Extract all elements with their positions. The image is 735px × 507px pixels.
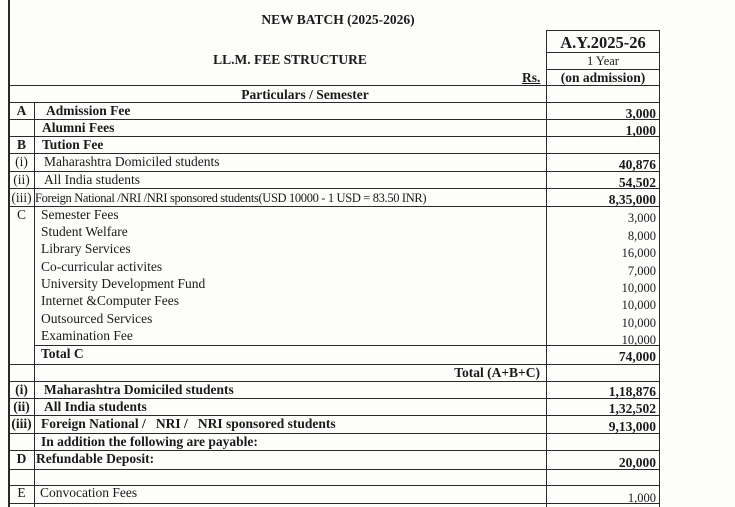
row-label: Co-curricular activites	[41, 259, 163, 274]
row-amount: 20,000	[618, 455, 656, 470]
row-code: (iii)	[11, 190, 32, 205]
particulars-heading: Particulars / Semester	[241, 87, 369, 102]
row-label: Foreign National / NRI / NRI sponsored students	[41, 416, 336, 431]
ay-top-border	[546, 30, 660, 31]
row-amount: 16,000	[621, 246, 656, 260]
row-label: Convocation Fees	[40, 485, 138, 500]
row-code: (ii)	[13, 399, 30, 414]
row-code: E	[17, 485, 26, 500]
row-label: Examination Fee	[41, 328, 133, 343]
row-label: Library Services	[41, 241, 131, 256]
row-code: (i)	[15, 382, 28, 397]
academic-year: A.Y.2025-26	[560, 33, 646, 52]
row-amount: 9,13,000	[608, 419, 656, 434]
row-code: C	[16, 207, 26, 222]
code-column-divider	[34, 103, 35, 507]
row-amount: 1,18,876	[608, 384, 656, 399]
row-label: All India students	[44, 399, 147, 414]
row-amount: 40,876	[618, 157, 656, 172]
currency-label: Rs.	[522, 70, 541, 85]
row-amount: 1,000	[625, 123, 656, 138]
row-label: Maharashtra Domiciled students	[44, 154, 220, 169]
fee-structure-title: LL.M. FEE STRUCTURE	[213, 52, 367, 67]
row-amount: 1,32,502	[608, 401, 656, 416]
row-label: Refundable Deposit:	[36, 451, 155, 466]
batch-title: NEW BATCH (2025-2026)	[261, 12, 415, 27]
total-c-amount: 74,000	[618, 349, 656, 364]
row-amount: 8,000	[627, 229, 656, 243]
row-code: D	[16, 451, 27, 466]
row-label: Student Welfare	[41, 224, 128, 239]
duration: 1 Year	[587, 54, 619, 68]
row-code: B	[16, 137, 26, 152]
row-label: Semester Fees	[41, 207, 119, 222]
on-admission-label: (on admission)	[560, 70, 646, 85]
row-amount: 3,000	[627, 211, 656, 225]
row-code: (iii)	[11, 416, 32, 431]
addition-note: In addition the following are payable:	[41, 434, 258, 449]
row-label: Outsourced Services	[41, 311, 153, 326]
row-amount: 7,000	[627, 264, 656, 278]
row-amount: 8,35,000	[608, 192, 656, 207]
row-amount: 10,000	[621, 333, 656, 347]
row-label: Admission Fee	[46, 103, 131, 118]
row-amount: 10,000	[621, 281, 656, 295]
row-label: Maharashtra Domiciled students	[44, 382, 234, 397]
row-label: Internet &Computer Fees	[41, 293, 179, 308]
row-label: Foreign National /NRI /NRI sponsored students(USD 10000 - 1 USD = 83.50 INR)	[35, 191, 427, 205]
row-amount: 10,000	[621, 316, 656, 330]
row-amount: 10,000	[621, 298, 656, 312]
row-label: All India students	[44, 172, 140, 187]
row-code: (i)	[15, 154, 28, 169]
row-code: (ii)	[13, 172, 30, 187]
row-label: Alumni Fees	[42, 120, 115, 135]
grand-total-label: Total (A+B+C)	[454, 365, 540, 380]
total-c-label: Total C	[41, 346, 84, 361]
row-label: University Development Fund	[41, 276, 206, 291]
row-code: A	[16, 103, 27, 118]
row-amount: 54,502	[618, 175, 656, 190]
row-amount: 1,000	[627, 491, 656, 505]
row-label: Tution Fee	[42, 137, 104, 152]
row-amount: 3,000	[625, 106, 656, 121]
